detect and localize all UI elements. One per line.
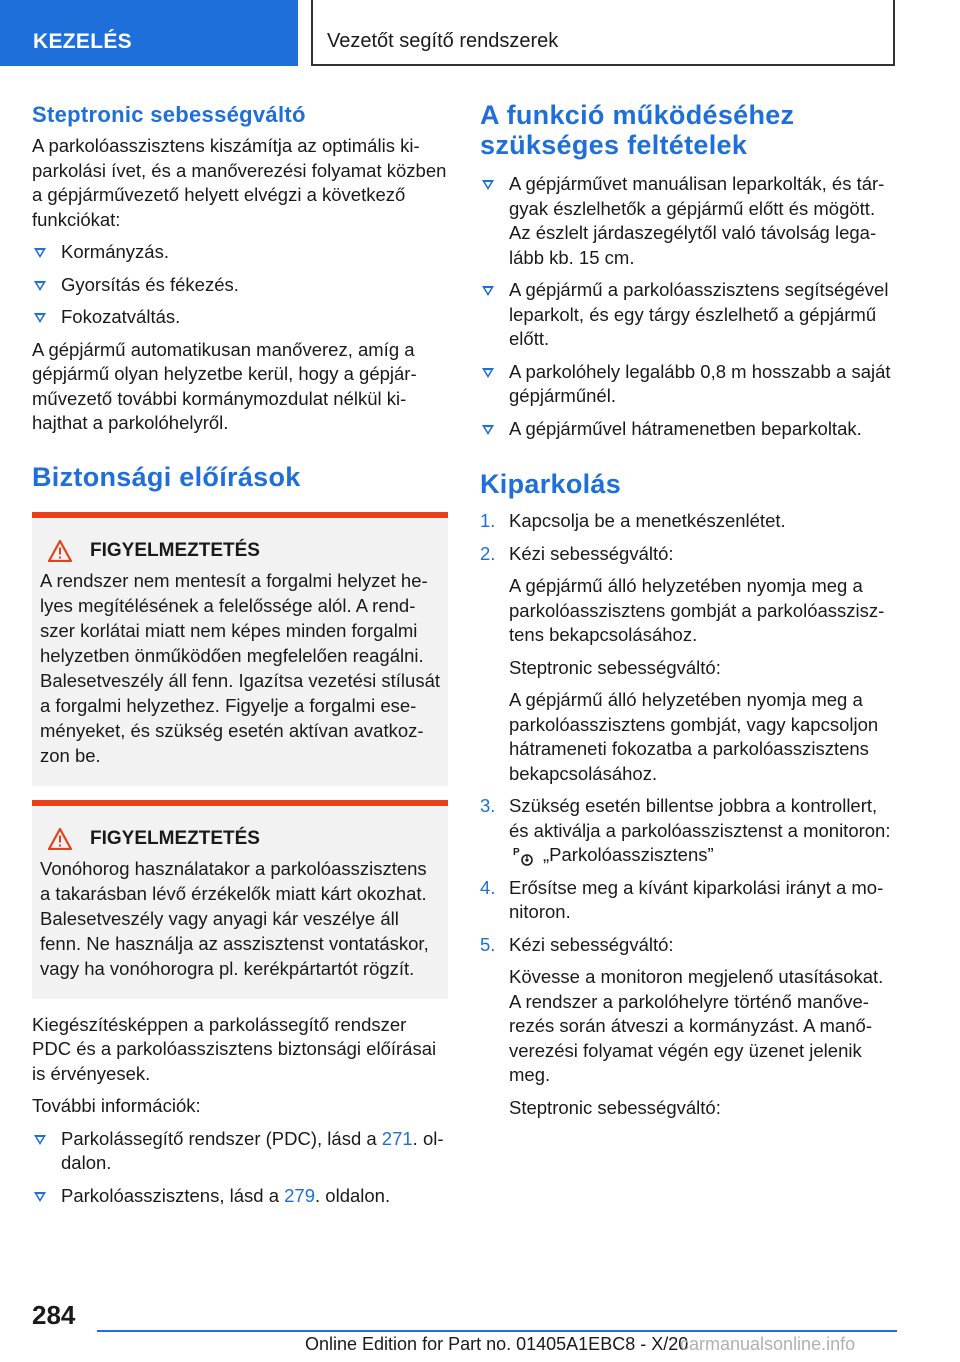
left-column <box>32 100 448 1216</box>
list-item: A parkolóhely legalább 0,8 m hosszabb a saját gépjárműnél. <box>480 360 896 409</box>
warning-text: A rendszer nem mentesít a forgalmi helyzet helyes megítélésének a felelőssége alól. A rendszer korlátai miatt nem képes minden forgalmi helyzetben önműködően megfelelően reagálni. Balesetveszély áll fenn. Igazítsa vezetési stílusát a forgalmi helyzethez. Figyelje a forgalmi eseményeket, és szükség esetén aktívan avatkozzon be. <box>40 569 441 766</box>
steptronic-list <box>32 240 448 330</box>
triangle-bullet-icon <box>34 1192 46 1202</box>
exit-heading: Kiparkolás <box>480 469 622 499</box>
warning-header <box>40 828 440 850</box>
triangle-bullet-icon <box>482 286 494 296</box>
step-item: 5. Kézi sebességváltó: Kövesse a monitoron megjelenő utasításokat. A rendszer a parkolóhelyre történő manőverezés során átveszi a kormányzást. A manőverezési folyamat végén egy üzenet jelenik meg. Steptronic sebességváltó: <box>480 933 884 1118</box>
conditions-heading: A funkció működéséhez szükséges feltételek <box>480 100 795 160</box>
list-item: A gépjárművet manuálisan leparkolták, és tárgyak észlelhetők a gépjármű előtt és mögött. Az észlelt járdaszegélytől való távolság legalább kb. 15 cm. <box>480 172 896 270</box>
step-item: 3. Szükség esetén billentse jobbra a kontrollert, és aktiválja a parkolóasszisztenst a monitoron: P „Parkolóasszisztens” <box>480 794 896 868</box>
triangle-bullet-icon <box>34 1135 46 1145</box>
warning-box <box>32 800 448 999</box>
triangle-bullet-icon <box>482 368 494 378</box>
footer-rule <box>97 1330 897 1332</box>
warning-header <box>40 540 440 562</box>
reference-list <box>32 1127 448 1209</box>
warning-text: Vonóhorog használatakor a parkolóasszisztens a takarásban lévő érzékelők miatt kárt okozhat. Balesetveszély vagy anyagi kár veszélye áll fenn. Ne használja az asszisztenst vontatáskor, vagy ha vonóhorogra pl. kerékpártartót rögzít. <box>40 857 429 979</box>
triangle-bullet-icon <box>482 425 494 435</box>
warning-title: FIGYELMEZTETÉS <box>90 539 260 561</box>
section-tab: KEZELÉS <box>0 0 298 66</box>
svg-text:P: P <box>513 847 520 859</box>
step-item: 1. Kapcsolja be a menetkészenlétet. <box>480 510 786 531</box>
page-number: 284 <box>32 1300 76 1330</box>
warning-title: FIGYELMEZTETÉS <box>90 827 260 849</box>
page-link-279[interactable]: 279 <box>284 1184 316 1206</box>
triangle-bullet-icon <box>34 313 46 323</box>
triangle-bullet-icon <box>482 180 494 190</box>
warning-triangle-icon <box>48 540 72 562</box>
supplement-text: Kiegészítésképpen a parkolássegítő rendszer PDC és a parkolóasszisztens biztonsági előírásai is érvényesek. <box>32 1013 437 1084</box>
triangle-bullet-icon <box>34 248 46 258</box>
list-item: Gyorsítás és fékezés. <box>32 273 448 298</box>
conditions-list <box>480 172 896 441</box>
list-item: A gépjárművel hátramenetben beparkoltak. <box>480 417 896 442</box>
step-item: 4. Erősítse meg a kívánt kiparkolási irányt a monitoron. <box>480 876 884 922</box>
footer-edition: Online Edition for Part no. 01405A1EBC8 - X/20 <box>305 1334 689 1354</box>
list-item: Parkolássegítő rendszer (PDC), lásd a 271. oldalon. <box>32 1127 448 1176</box>
list-item: Kormányzás. <box>32 240 448 265</box>
warning-box <box>32 512 448 786</box>
warning-triangle-icon <box>48 828 72 850</box>
more-info-label: További információk: <box>32 1095 201 1116</box>
safety-heading: Biztonsági előírások <box>32 461 301 492</box>
parking-assistant-icon <box>513 845 535 867</box>
exit-steps <box>480 509 896 1120</box>
steptronic-outro: A gépjármű automatikusan manőverez, amíg a gépjármű olyan helyzetbe kerül, hogy a gépjárművezető további kormánymozdulat nélkül kihajthat a parkolóhelyről. <box>32 338 417 433</box>
right-column <box>480 100 896 1128</box>
step-item: 2. Kézi sebességváltó: A gépjármű álló helyzetében nyomja meg a parkolóasszisztens gombját a parkolóasszisztens bekapcsolásához. Steptronic sebességváltó: A gépjármű álló helyzetében nyomja meg a parkolóasszisztens gombját, vagy kapcsoljon hátrameneti fokozatba a parkolóasszisztens bekapcsolásához. <box>480 542 885 784</box>
chapter-title: Vezetőt segítő rendszerek <box>311 0 895 66</box>
steptronic-heading: Steptronic sebességváltó <box>32 102 306 127</box>
steptronic-intro: A parkolóasszisztens kiszámítja az optimális kiparkolási ívet, és a manőverezési folyamat közben a gépjárművezető helyett elvégzi a következő funkciókat: <box>32 135 447 230</box>
list-item: Parkolóasszisztens, lásd a 279. oldalon. <box>32 1184 448 1209</box>
list-item: Fokozatváltás. <box>32 305 448 330</box>
watermark: carmanualsonline.info <box>680 1334 856 1354</box>
list-item: A gépjármű a parkolóasszisztens segítségével leparkolt, és egy tárgy észlelhető a gépjármű előtt. <box>480 278 896 352</box>
triangle-bullet-icon <box>34 281 46 291</box>
page-link-271[interactable]: 271 <box>381 1127 413 1149</box>
